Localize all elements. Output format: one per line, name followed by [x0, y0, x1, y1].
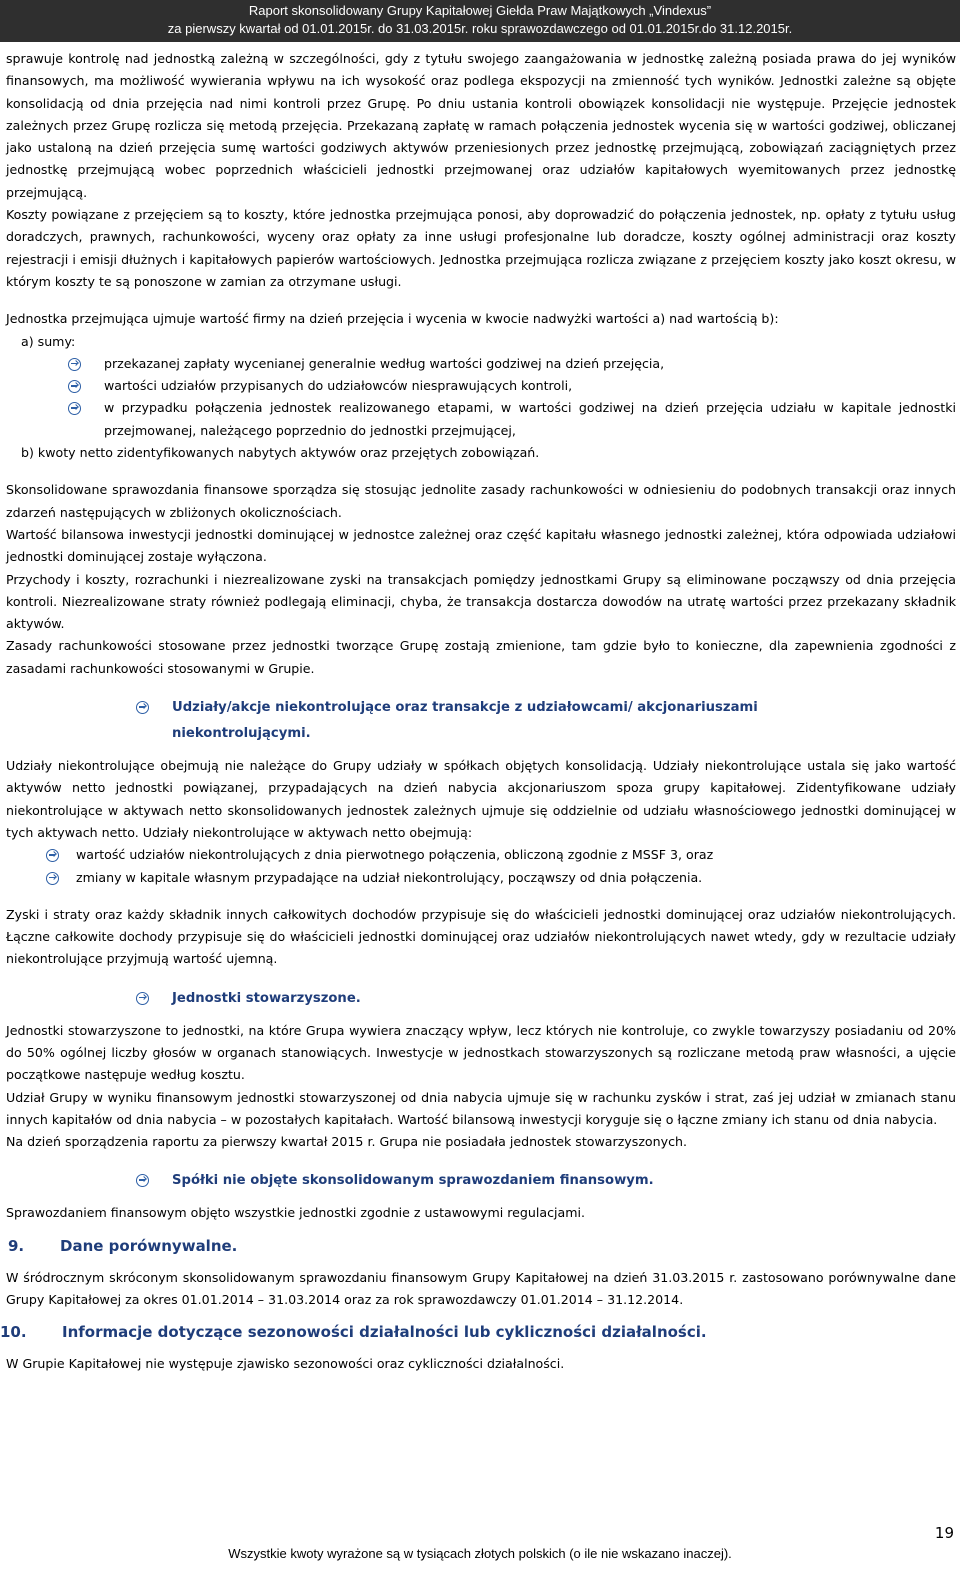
list-item — [6, 353, 956, 375]
header-line-1: Raport skonsolidowany Grupy Kapitałowej Giełda Praw Majątkowych „Vindexus” — [248, 3, 712, 18]
section-number: 9. — [8, 1236, 25, 1255]
arrow-circle-bullet-icon — [68, 358, 81, 371]
paragraph: Na dzień sporządzenia raportu za pierwszy kwartał 2015 r. Grupa nie posiadała jednostek stowarzyszonych. — [6, 1134, 687, 1150]
page-footer: Wszystkie kwoty wyrażone są w tysiącach złotych polskich (o ile nie wskazano inaczej). — [228, 1546, 732, 1561]
noncontrolling-list — [6, 844, 956, 889]
section-heading-unconsolidated — [6, 1168, 956, 1194]
paragraph: Udziały niekontrolujące obejmują nie należące do Grupy udziały w spółkach objętych konsolidacją. Udziały niekontrolujące ustala się jako wartość aktywów netto jednostki powiązanej, przypadających na dzień nabycia akcjonariuszom spoza grupy kapitałowej. Zidentyfikowane udziały niekontrolujące w aktywach netto skonsolidowanych jednostek zależnych ujmuje się oddzielnie od udziału własnościowego jednostki dominującej w tych aktywach netto. Udziały niekontrolujące w aktywach netto obejmują: — [6, 758, 956, 840]
list-item-text: zmiany w kapitale własnym przypadające na udział niekontrolujący, począwszy od dnia połączenia. — [76, 869, 703, 885]
paragraph: Jednostki stowarzyszone to jednostki, na które Grupa wywiera znaczący wpływ, lecz których nie kontroluje, co zwykle towarzyszy posiadaniu od 20% do 50% ogólnej liczby głosów w organach stanowiących. Inwestycje w jednostkach stowarzyszonych są rozliczane metodą praw własności, a ujęcie początkowe następuje według kosztu. — [6, 1022, 956, 1083]
arrow-circle-bullet-icon — [136, 992, 149, 1005]
section-heading-10 — [0, 1319, 956, 1345]
paragraph: sprawuje kontrolę nad jednostką zależną w szczególności, gdy z tytułu swojego zaangażowania w jednostkę zależną posiada prawa do jej wyników finansowych, ma możliwość wywierania wpływu na ich wysokość oraz podlega ekspozycji na zmienność tych wyników. Jednostki zależne są objęte konsolidacją od dnia przejęcia nad nimi kontroli przez Grupę. Po dniu ustania kontroli obowiązek konsolidacji nie występuje. Przejęcie jednostek zależnych przez Grupę rozlicza się metodą przejęcia. Przekazaną zapłatę w ramach połączenia jednostek wycenia się w wartości godziwej, obliczanej jako ustaloną na dzień przejęcia sumę wartości godziwych aktywów przeniesionych przez jednostkę przejmującą, zobowiązań zaciągniętych przez jednostkę przejmującą wobec poprzednich właścicieli jednostki przejmowanej oraz udziałów kapitałowych wyemitowanych przez jednostkę przejmującą. — [6, 51, 956, 200]
list-item-text: wartość udziałów niekontrolujących z dnia pierwotnego połączenia, obliczoną zgodnie z MSSF 3, oraz — [76, 847, 714, 863]
header-line-2: za pierwszy kwartał od 01.01.2015r. do 31.03.2015r. roku sprawozdawczego od 01.01.2015r.do 31.12.2015r. — [167, 21, 793, 36]
list-item — [6, 397, 956, 442]
section-title-line: Jednostki stowarzyszone. — [172, 990, 361, 1006]
section-number: 10. — [0, 1323, 27, 1342]
paragraph: Wartość bilansowa inwestycji jednostki dominującej w jednostce zależnej oraz część kapitału własnego jednostki zależnej, która odpowiada udziałowi jednostki dominującej zostaje wyłączona. — [6, 526, 956, 565]
arrow-circle-bullet-icon — [68, 402, 81, 415]
paragraph: Zasady rachunkowości stosowane przez jednostki tworzące Grupę zostają zmienione, tam gdzie było to konieczne, dla zapewnienia zgodności z zasadami rachunkowości stosowanymi w Grupie. — [6, 638, 956, 676]
section-title-line: niekontrolującymi. — [172, 726, 311, 742]
arrow-circle-bullet-icon — [46, 849, 59, 862]
document-body — [0, 48, 956, 1376]
arrow-circle-bullet-icon — [46, 872, 59, 885]
list-item-text: w przypadku połączenia jednostek realizowanego etapami, w wartości godziwej na dzień przejęcia udziału w kapitale jednostki przejmowanej, należącego poprzednio do jednostki przejmującej, — [104, 400, 956, 438]
list-item-text: przekazanej zapłaty wycenianej generalnie według wartości godziwej na dzień przejęcia, — [104, 355, 665, 371]
arrow-circle-bullet-icon — [136, 701, 149, 714]
page-number: 19 — [934, 1524, 954, 1542]
section-heading-associates — [6, 986, 956, 1012]
list-item-text: wartości udziałów przypisanych do udziałowców niesprawujących kontroli, — [104, 378, 573, 394]
list-label-b: b) kwoty netto zidentyfikowanych nabytych aktywów oraz przejętych zobowiązań. — [21, 445, 540, 461]
paragraph: Przychody i koszty, rozrachunki i niezrealizowane zyski na transakcjach pomiędzy jednostkami Grupy są eliminowane począwszy od dnia przejęcia kontroli. Niezrealizowane straty również podlegają eliminacji, chyba, że transakcja dostarcza dowodów na utratę wartości przez przekazany składnik aktywów. — [6, 571, 956, 632]
report-header — [0, 0, 960, 42]
section-title-line: Spółki nie objęte skonsolidowanym sprawozdaniem finansowym. — [172, 1173, 654, 1189]
paragraph: Zyski i straty oraz każdy składnik innych całkowitych dochodów przypisuje się do właścicieli jednostki dominującej oraz udziałów niekontrolujących. Łączne całkowite dochody przypisuje się do właścicieli jednostki dominującej oraz udziałów niekontrolujących nawet wtedy, gdy w rezultacie udziały niekontrolujące przyjmują wartość ujemną. — [6, 906, 956, 967]
list-item — [6, 867, 956, 889]
paragraph: W śródrocznym skróconym skonsolidowanym sprawozdaniu finansowym Grupy Kapitałowej na dzień 31.03.2015 r. zastosowano porównywalne dane Grupy Kapitałowej za okres 01.01.2014 – 31.03.2014 oraz za rok sprawozdawczy 01.01.2014 – 31.12.2014. — [6, 1269, 956, 1308]
paragraph: Sprawozdaniem finansowym objęto wszystkie jednostki zgodnie z ustawowymi regulacjami. — [6, 1205, 586, 1221]
section-title: Informacje dotyczące sezonowości działalności lub cykliczności działalności. — [62, 1323, 707, 1342]
section-title: Dane porównywalne. — [60, 1236, 238, 1255]
paragraph: Jednostka przejmująca ujmuje wartość firmy na dzień przejęcia i wycenia w kwocie nadwyżki wartości a) nad wartością b): — [6, 311, 779, 327]
section-heading-9 — [6, 1233, 956, 1259]
paragraph: Koszty powiązane z przejęciem są to koszty, które jednostka przejmująca ponosi, aby doprowadzić do połączenia jednostek, np. opłaty z tytułu usług doradczych, prawnych, rachunkowości, wyceny oraz opłaty za inne usługi profesjonalne lub doradcze, koszty ogólnej administracji oraz koszty rejestracji i emisji dłużnych i kapitałowych papierów wartościowych. Jednostka przejmująca rozlicza związane z przejęciem koszty jako koszt okresu, w którym koszty te są ponoszone w zamian za otrzymane usługi. — [6, 207, 956, 289]
section-title-line: Udziały/akcje niekontrolujące oraz transakcje z udziałowcami/ akcjonariuszami — [172, 700, 758, 716]
paragraph: Udział Grupy w wyniku finansowym jednostki stowarzyszonej od dnia nabycia ujmuje się w rachunku zysków i strat, zaś jej udział w zmianach stanu innych kapitałów od dnia nabycia – w pozostałych kapitałach. Wartość bilansową inwestycji koryguje się o łączne zmiany ich stanu od dnia nabycia. — [6, 1089, 956, 1127]
paragraph: W Grupie Kapitałowej nie występuje zjawisko sezonowości oraz cykliczności działalności. — [6, 1356, 565, 1372]
section-heading-noncontrolling — [6, 695, 956, 747]
list-item — [6, 844, 956, 866]
paragraph: Skonsolidowane sprawozdania finansowe sporządza się stosując jednolite zasady rachunkowości w odniesieniu do podobnych transakcji oraz innych zdarzeń następujących w zbliżonych okolicznościach. — [6, 482, 956, 520]
list-label-a: a) sumy: — [21, 333, 76, 349]
arrow-circle-bullet-icon — [68, 380, 81, 393]
arrow-circle-bullet-icon — [136, 1174, 149, 1187]
list-item — [6, 375, 956, 397]
goodwill-components-list — [6, 353, 956, 442]
